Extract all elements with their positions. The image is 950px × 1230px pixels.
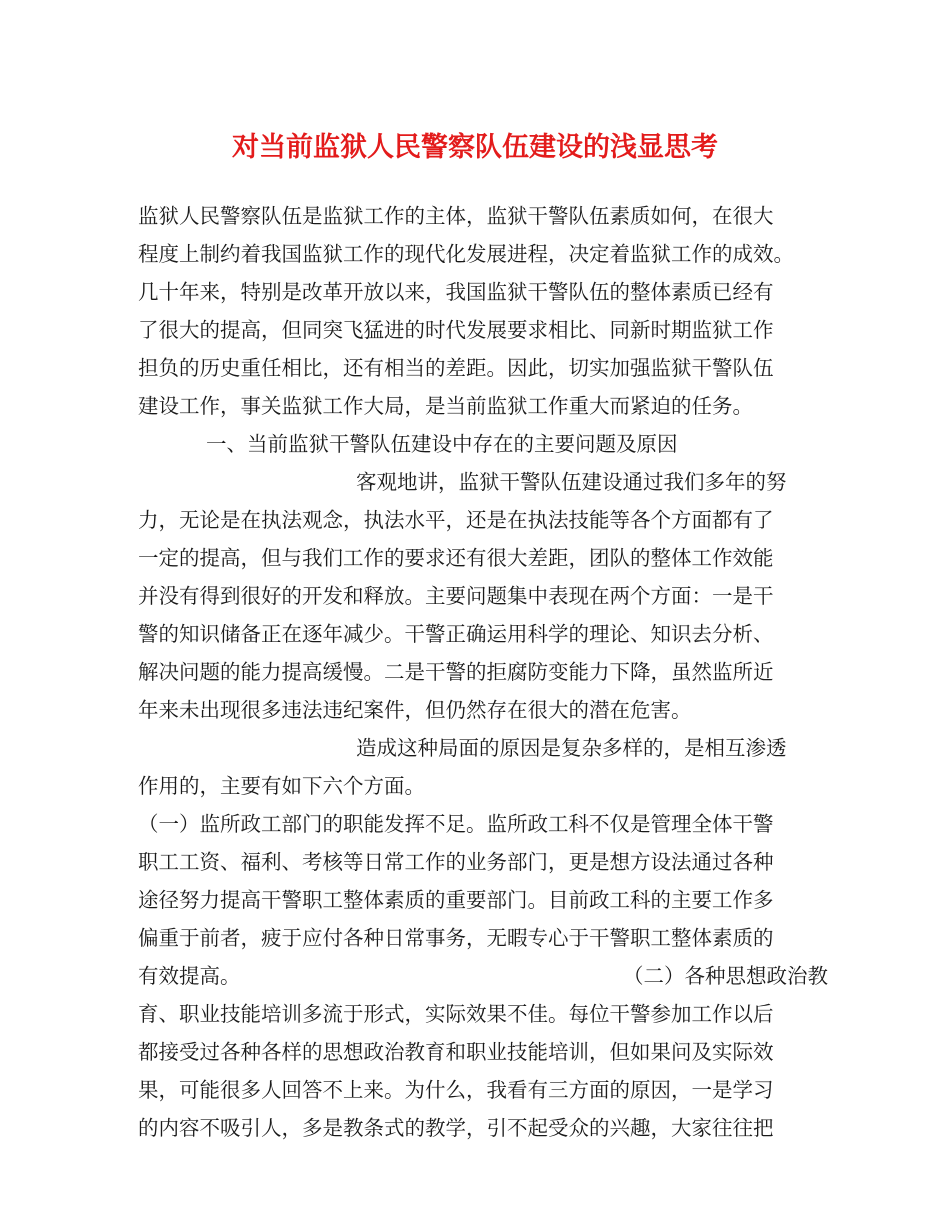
document-title: 对当前监狱人民警察队伍建设的浅显思考: [232, 132, 718, 163]
paragraph-line: 客观地讲，监狱干警队伍建设通过我们多年的努: [356, 470, 787, 494]
paragraph-fragment: 有效提高。: [138, 964, 241, 988]
paragraph-line: 解决问题的能力提高缓慢。二是干警的拒腐防变能力下降，虽然监所近: [138, 660, 774, 684]
paragraph-line: 了很大的提高，但同突飞猛进的时代发展要求相比、同新时期监狱工作: [138, 318, 774, 342]
paragraph-line: 职工工资、福利、考核等日常工作的业务部门，更是想方设法通过各种: [138, 850, 774, 874]
paragraph-line: 监狱人民警察队伍是监狱工作的主体，监狱干警队伍素质如何，在很大: [138, 204, 774, 228]
section-heading: 一、当前监狱干警队伍建设中存在的主要问题及原因: [206, 432, 678, 456]
paragraph-line: 担负的历史重任相比，还有相当的差距。因此，切实加强监狱干警队伍: [138, 356, 774, 380]
paragraph-line: 一定的提高，但与我们工作的要求还有很大差距，团队的整体工作效能: [138, 546, 774, 570]
paragraph-line: 造成这种局面的原因是复杂多样的，是相互渗透: [356, 736, 787, 760]
paragraph-line: （一）监所政工部门的职能发挥不足。监所政工科不仅是管理全体干警: [138, 812, 774, 836]
document-body: [138, 197, 828, 1147]
paragraph-fragment: （二）各种思想政治教: [623, 964, 828, 988]
paragraph-line: 力，无论是在执法观念，执法水平，还是在执法技能等各个方面都有了: [138, 508, 774, 532]
paragraph-line: 果，可能很多人回答不上来。为什么，我看有三方面的原因，一是学习: [138, 1078, 774, 1102]
paragraph-line: 建设工作，事关监狱工作大局，是当前监狱工作重大而紧迫的任务。: [138, 394, 753, 418]
paragraph-line: 几十年来，特别是改革开放以来，我国监狱干警队伍的整体素质已经有: [138, 280, 774, 304]
paragraph-line: 程度上制约着我国监狱工作的现代化发展进程，决定着监狱工作的成效。: [138, 242, 794, 266]
paragraph-line: 作用的，主要有如下六个方面。: [138, 774, 425, 798]
paragraph-line: 偏重于前者，疲于应付各种日常事务，无暇专心于干警职工整体素质的: [138, 926, 774, 950]
paragraph-line: 并没有得到很好的开发和释放。主要问题集中表现在两个方面：一是干: [138, 584, 774, 608]
paragraph-line: 年来未出现很多违法违纪案件，但仍然存在很大的潜在危害。: [138, 698, 692, 722]
paragraph-line: 都接受过各种各样的思想政治教育和职业技能培训，但如果问及实际效: [138, 1040, 774, 1064]
paragraph-line: 警的知识储备正在逐年减少。干警正确运用科学的理论、知识去分析、: [138, 622, 774, 646]
paragraph-line: 途径努力提高干警职工整体素质的重要部门。目前政工科的主要工作多: [138, 888, 774, 912]
paragraph-line: [138, 957, 828, 995]
paragraph-line: 的内容不吸引人，多是教条式的教学，引不起受众的兴趣，大家往往把: [138, 1116, 774, 1140]
paragraph-line: 育、职业技能培训多流于形式，实际效果不佳。每位干警参加工作以后: [138, 1002, 774, 1026]
